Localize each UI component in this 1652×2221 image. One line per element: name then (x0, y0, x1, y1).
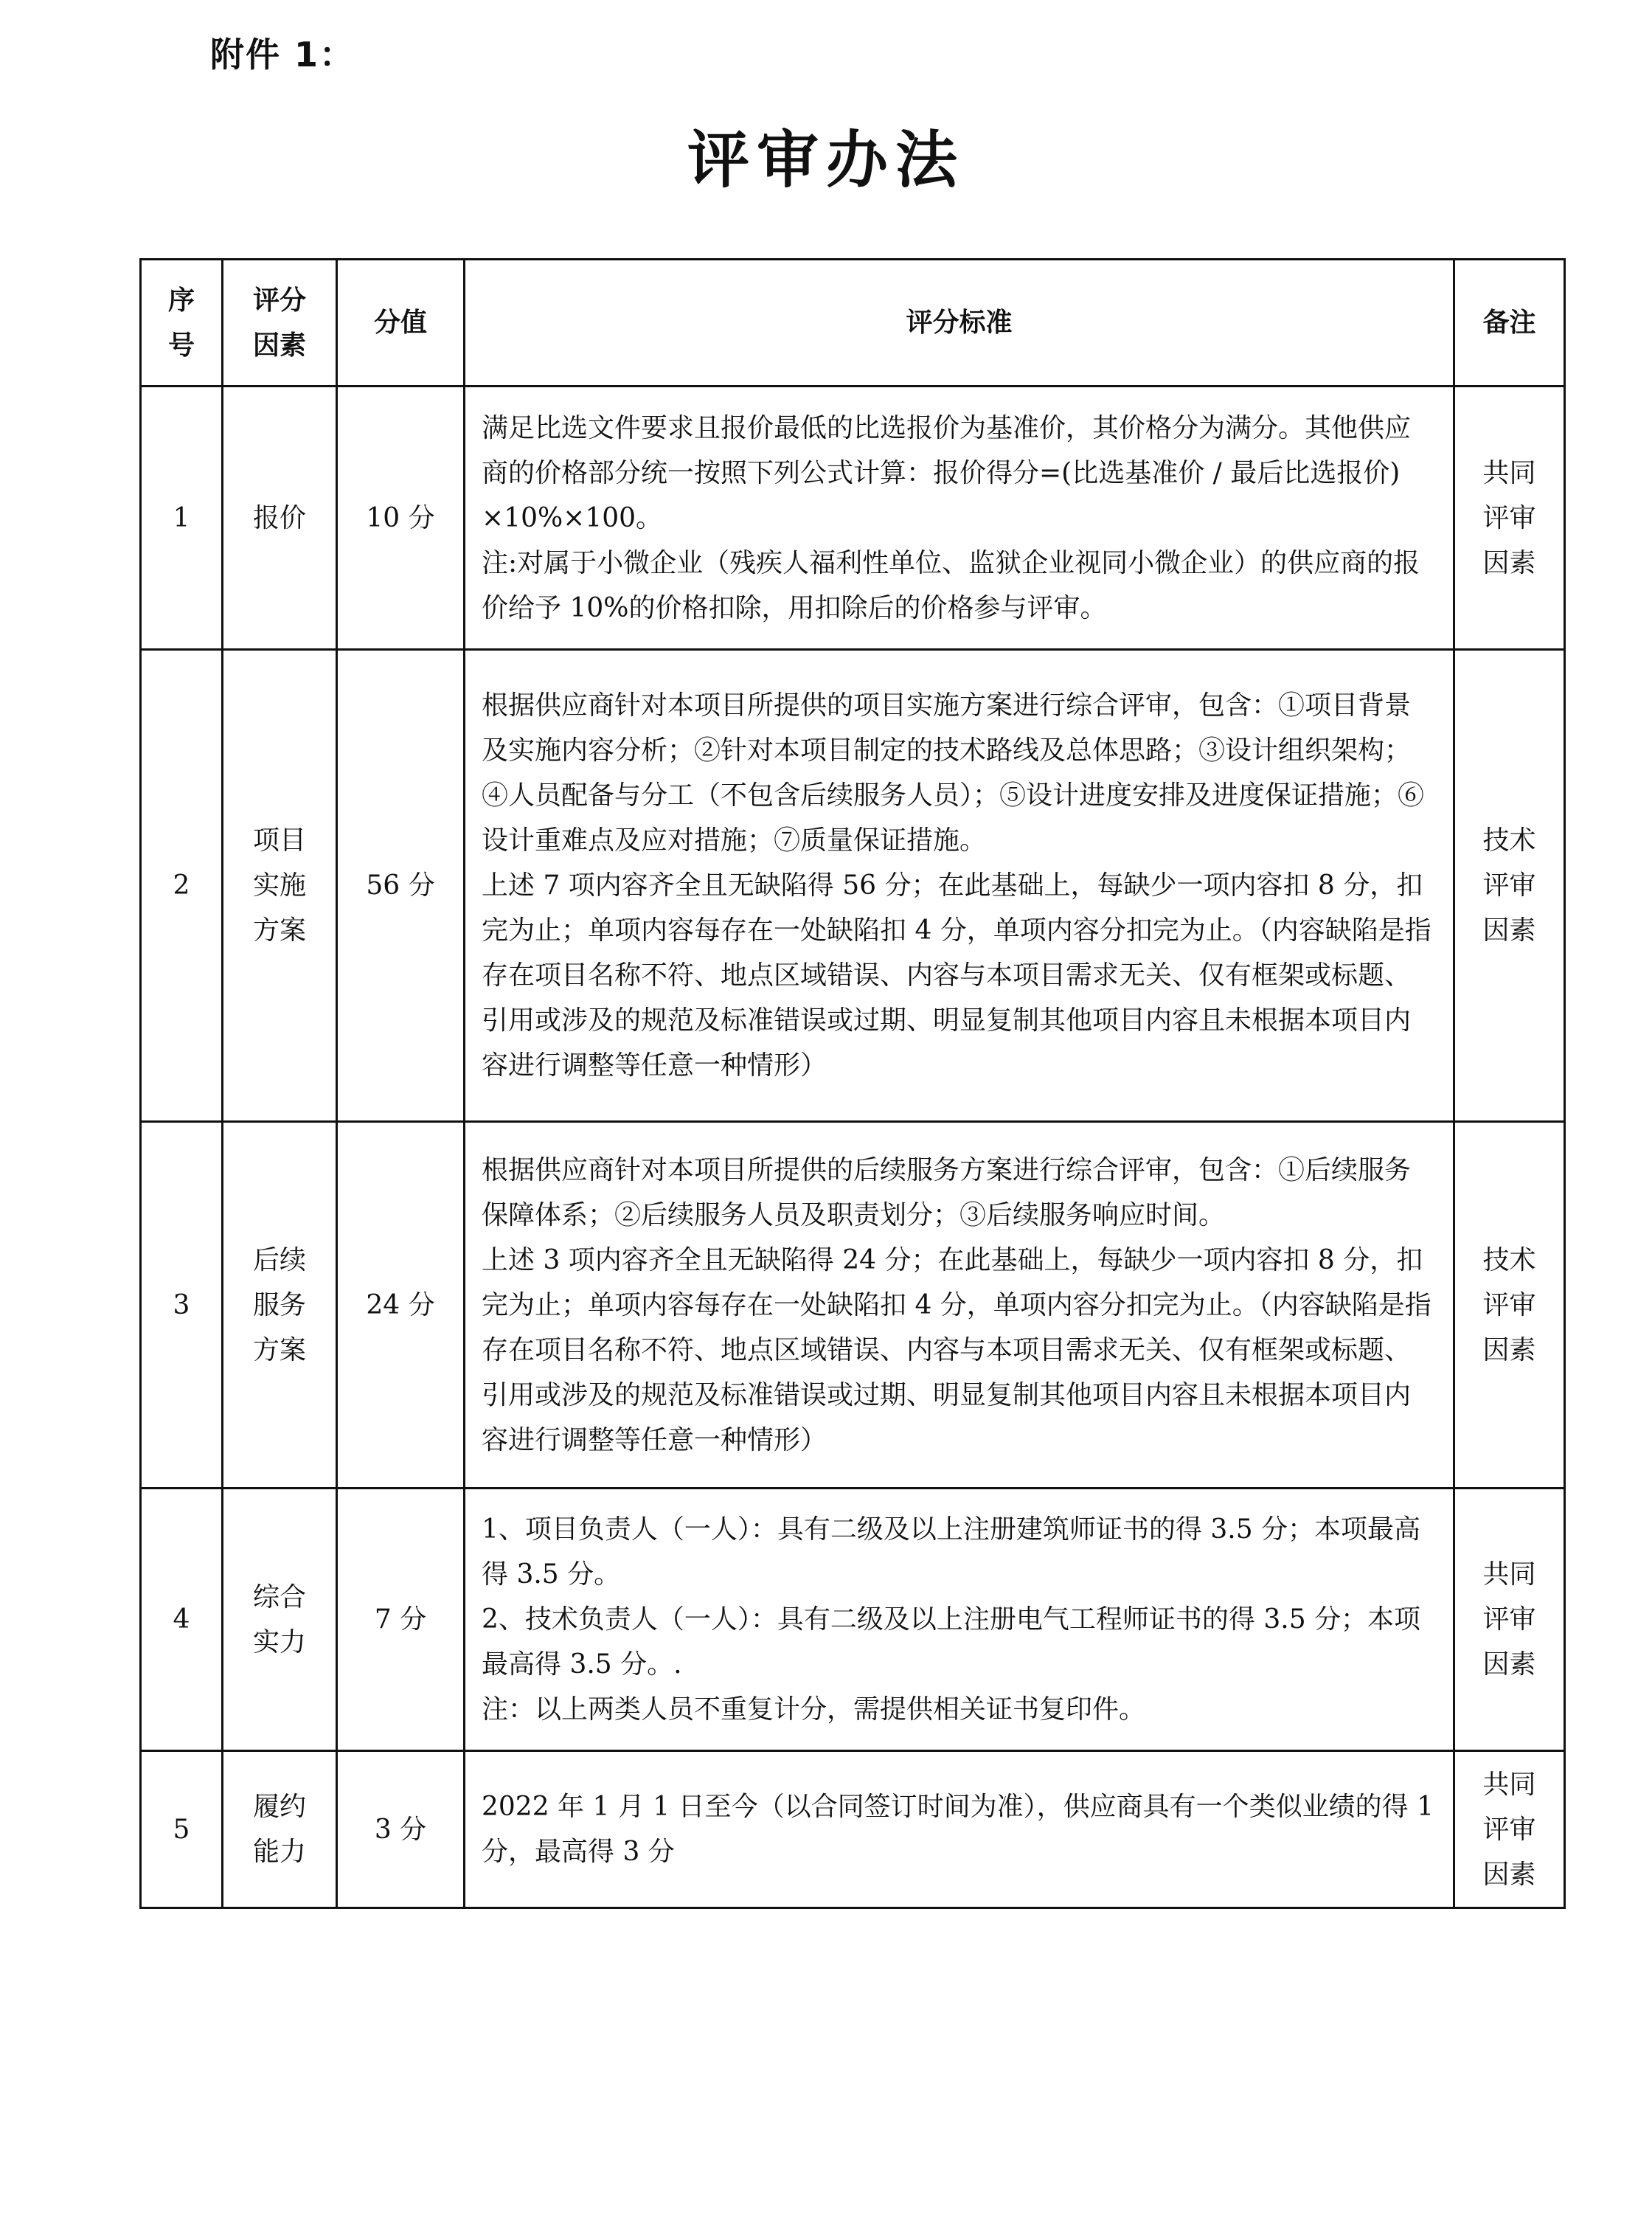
header-index: 序 号 (141, 260, 223, 387)
row-index: 4 (141, 1489, 223, 1751)
row-factor: 综合 实力 (223, 1489, 337, 1751)
row-note: 技术 评审 因素 (1454, 650, 1565, 1122)
criteria-paragraph: 根据供应商针对本项目所提供的项目实施方案进行综合评审，包含：①项目背景及实施内容分析；②针对本项目制定的技术路线及总体思路；③设计组织架构；④人员配备与分工（不包含后续服务人员）；⑤设计进度安排及进度保证措施；⑥设计重难点及应对措施；⑦质量保证措施。 (482, 690, 1425, 856)
row-factor: 履约 能力 (223, 1751, 337, 1908)
criteria-paragraph: 上述 7 项内容齐全且无缺陷得 56 分；在此基础上，每缺少一项内容扣 8 分，扣完为止；单项内容每存在一处缺陷扣 4 分，单项内容分扣完为止。（内容缺陷是指存在项目名称不符、地点区域错误、内容与本项目需求无关、仅有框架或标题、引用或涉及的规范及标准错误或过期、明显复制其他项目内容且未根据本项目内容进行调整等任意一种情形） (482, 870, 1431, 1081)
header-criteria: 评分标准 (465, 260, 1454, 387)
criteria-paragraph: 2022 年 1 月 1 日至今（以合同签订时间为准），供应商具有一个类似业绩的得 1 分，最高得 3 分 (482, 1792, 1434, 1867)
attachment-label: 附件 1： (210, 35, 355, 75)
row-note: 共同 评审 因素 (1454, 1751, 1565, 1908)
header-note: 备注 (1454, 260, 1565, 387)
row-note: 共同 评审 因素 (1454, 387, 1565, 650)
criteria-paragraph: 1、项目负责人（一人）：具有二级及以上注册建筑师证书的得 3.5 分；本项最高得 3.5 分。 (482, 1514, 1421, 1590)
scoring-table (139, 258, 1566, 1909)
table-row (141, 387, 1565, 650)
row-criteria (465, 1489, 1454, 1751)
row-factor: 项目 实施 方案 (223, 650, 337, 1122)
table-row (141, 1122, 1565, 1489)
row-criteria (465, 650, 1454, 1122)
row-criteria (465, 1751, 1454, 1908)
row-score: 3 分 (337, 1751, 465, 1908)
criteria-paragraph: 根据供应商针对本项目所提供的后续服务方案进行综合评审，包含：①后续服务保障体系；②后续服务人员及职责划分；③后续服务响应时间。 (482, 1154, 1412, 1230)
row-index: 5 (141, 1751, 223, 1908)
row-note: 技术 评审 因素 (1454, 1122, 1565, 1489)
document-title: 评审办法 (687, 124, 965, 196)
row-score: 24 分 (337, 1122, 465, 1489)
row-index: 1 (141, 387, 223, 650)
row-score: 7 分 (337, 1489, 465, 1751)
row-factor: 后续 服务 方案 (223, 1122, 337, 1489)
criteria-paragraph: 注：以上两类人员不重复计分，需提供相关证书复印件。 (482, 1694, 1146, 1725)
criteria-paragraph: 满足比选文件要求且报价最低的比选报价为基准价，其价格分为满分。其他供应商的价格部分统一按照下列公式计算：报价得分=(比选基准价 / 最后比选报价) ×10%×100。 (482, 412, 1412, 533)
row-score: 10 分 (337, 387, 465, 650)
table-row (141, 650, 1565, 1122)
header-score: 分值 (337, 260, 465, 387)
row-note: 共同 评审 因素 (1454, 1489, 1565, 1751)
criteria-paragraph: 注:对属于小微企业（残疾人福利性单位、监狱企业视同小微企业）的供应商的报价给予 10%的价格扣除，用扣除后的价格参与评审。 (482, 547, 1420, 623)
row-score: 56 分 (337, 650, 465, 1122)
row-criteria (465, 1122, 1454, 1489)
criteria-paragraph: 2、技术负责人（一人）：具有二级及以上注册电气工程师证书的得 3.5 分；本项最高得 3.5 分。. (482, 1604, 1421, 1680)
table-row (141, 1751, 1565, 1908)
row-factor: 报价 (223, 387, 337, 650)
row-index: 2 (141, 650, 223, 1122)
header-factor: 评分 因素 (223, 260, 337, 387)
criteria-paragraph: 上述 3 项内容齐全且无缺陷得 24 分；在此基础上，每缺少一项内容扣 8 分，扣完为止；单项内容每存在一处缺陷扣 4 分，单项内容分扣完为止。（内容缺陷是指存在项目名称不符、地点区域错误、内容与本项目需求无关、仅有框架或标题、引用或涉及的规范及标准错误或过期、明显复制其他项目内容且未根据本项目内容进行调整等任意一种情形） (482, 1244, 1431, 1455)
row-criteria (465, 387, 1454, 650)
row-index: 3 (141, 1122, 223, 1489)
table-header-row (141, 260, 1565, 387)
table-row (141, 1489, 1565, 1751)
